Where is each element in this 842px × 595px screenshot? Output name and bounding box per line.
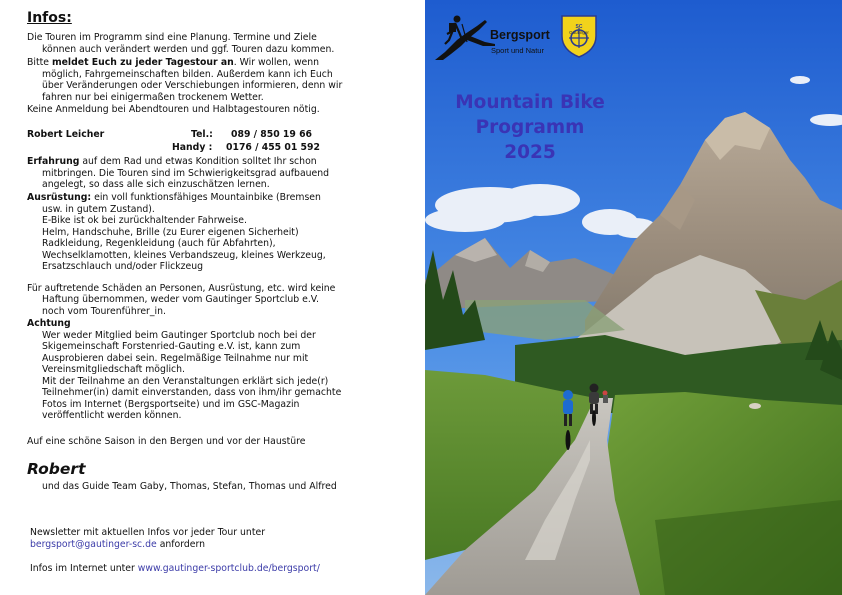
signup-bold: meldet Euch zu jeder Tagestour an — [51, 57, 234, 68]
program-title — [425, 90, 635, 165]
no-signup-note: Keine Anmeldung bei Abendtouren und Halbtagestouren nötig. — [27, 104, 320, 115]
signup-line-2: möglich, Fahrgemeinschaften bilden. Außerdem kann ich Euch — [42, 68, 333, 80]
closing-text: Auf eine schöne Saison in den Bergen und vor der Haustüre — [27, 435, 306, 447]
program-title-line-3: 2025 — [504, 142, 556, 163]
erfahrung-line-1 — [27, 156, 317, 168]
newsletter-line-2 — [30, 539, 205, 551]
bergsport-logo — [435, 12, 595, 62]
ausruestung-line-3: E-Bike ist ok bei zurückhaltender Fahrweise. — [42, 215, 247, 226]
achtung-line-1: Wer weder Mitglied beim Gautinger Sportclub noch bei der — [42, 329, 316, 341]
website-link[interactable]: www.gautinger-sportclub.de/bergsport/ — [137, 563, 320, 574]
logo-name: Bergsport — [490, 28, 550, 42]
ausruestung-line-1 — [27, 192, 321, 204]
erfahrung-line-3: angelegt, so dass alle sich einzuschätzen lernen. — [42, 179, 270, 190]
program-title-line-2: Programm — [475, 117, 585, 138]
contact-handy-label: Handy : — [172, 142, 213, 153]
contact-name: Robert Leicher — [27, 128, 105, 140]
erfahrung-text-1: auf dem Rad und etwas Kondition solltet Ihr schon — [79, 156, 317, 167]
erfahrung-line-2: mitbringen. Die Touren sind im Schwierigkeitsgrad aufbauend — [42, 167, 330, 179]
achtung-line-5: Mit der Teilnahme an den Veranstaltungen erklärt sich jede(r) — [42, 375, 329, 387]
achtung-line-4: Vereinsmitgliedschaft möglich. — [42, 364, 186, 375]
ausruestung-line-6: Wechselklamotten, kleines Verbandszeug, kleines Werkzeug, — [42, 249, 326, 261]
guide-team: und das Guide Team Gaby, Thomas, Stefan, Thomas und Alfred — [42, 480, 337, 492]
internet-lead: Infos im Internet unter — [30, 563, 138, 574]
badge-text: Gautinger — [569, 30, 589, 35]
achtung-label: Achtung — [27, 318, 71, 329]
newsletter-email-link[interactable]: bergsport@gautinger-sc.de — [30, 539, 157, 550]
newsletter-email-rest: anfordern — [156, 539, 206, 550]
intro-line-1: Die Touren im Programm sind eine Planung. Termine und Ziele — [27, 32, 317, 43]
ausruestung-line-7: Ersatzschlauch und/oder Flickzeug — [42, 261, 204, 272]
badge-letters: SC — [575, 24, 583, 30]
haftung-line-1: Für auftretende Schäden an Personen, Ausrüstung, etc. wird keine — [27, 282, 336, 294]
ausruestung-line-5: Radkleidung, Regenkleidung (auch für Abfahrten), — [42, 238, 276, 249]
ausruestung-line-2: usw. in gutem Zustand). — [42, 203, 155, 215]
achtung-line-3: Ausprobieren dabei sein. Regelmäßige Teilnahme nur mit — [42, 352, 309, 364]
haftung-line-3: noch vom Tourenführer_in. — [42, 305, 166, 317]
achtung-line-6: Teilnehmer(in) damit einverstanden, dass von ihm/ihr gemachte — [42, 387, 342, 398]
signup-line-3: über Veränderungen oder Verschiebungen informieren, denn wir — [42, 80, 343, 91]
contact-tel-label: Tel.: — [191, 128, 213, 140]
ausruestung-line-4: Helm, Handschuhe, Brille (zu Eurer eigenen Sicherheit) — [42, 226, 299, 238]
internet-line — [30, 563, 320, 575]
erfahrung-label: Erfahrung — [27, 156, 80, 167]
signup-line-4: fahren nur bei einigermaßen trockenem Wetter. — [42, 91, 264, 103]
signature: Robert — [27, 460, 86, 478]
newsletter-line-1: Newsletter mit aktuellen Infos vor jeder Tour unter — [30, 527, 266, 538]
signup-line-1 — [27, 57, 319, 69]
intro-line-2: können auch verändert werden und ggf. Touren dazu kommen. — [42, 43, 335, 55]
signup-rest: . Wir wollen, wenn — [233, 57, 320, 68]
signup-lead: Bitte — [27, 57, 52, 68]
achtung-line-2: Skigemeinschaft Forstenried-Gauting e.V. ist, kann zum — [42, 341, 301, 352]
infos-title: Infos: — [27, 10, 72, 26]
logo-subtitle: Sport und Natur — [491, 46, 544, 55]
achtung-line-7: Fotos im Internet (Bergsportseite) und im GSC-Magazin — [42, 398, 300, 410]
contact-tel: 089 / 850 19 66 — [231, 128, 313, 140]
ausruestung-text-1: ein voll funktionsfähiges Mountainbike (Bremsen — [91, 192, 321, 203]
ausruestung-label: Ausrüstung: — [27, 192, 92, 203]
gsc-badge-icon — [559, 12, 599, 58]
haftung-line-2: Haftung übernommen, weder vom Gautinger Sportclub e.V. — [42, 294, 319, 305]
achtung-line-8: veröffentlicht werden können. — [42, 410, 182, 421]
contact-handy: 0176 / 455 01 592 — [226, 142, 320, 153]
program-title-line-1: Mountain Bike — [455, 92, 605, 113]
cover-page — [425, 0, 842, 595]
